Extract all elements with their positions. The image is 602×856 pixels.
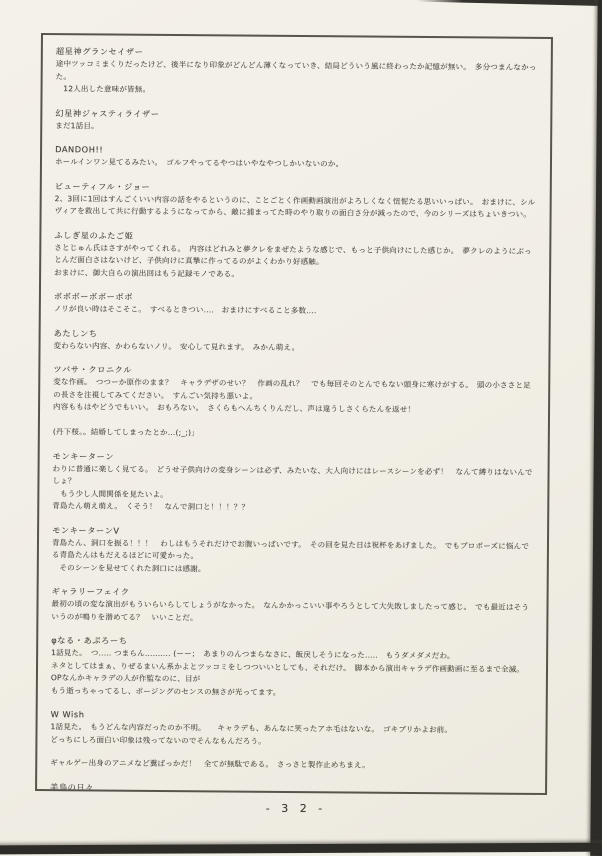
review-entry-line: ギャルゲー出身のアニメなど糞ばっかだ！ 全てが無駄である。 さっさと製作止めちまえ。: [50, 758, 370, 770]
review-entry: [55, 180, 537, 222]
review-entry-line: 青島たん萌え萌え。 くそう！ なんで洞口と！！！？？: [52, 501, 250, 512]
review-entry-title: DANDOH!!: [55, 144, 104, 155]
review-entry-line: まだ1話目。: [55, 120, 99, 130]
review-entry-title: ギャラリーフェイク: [51, 586, 130, 597]
review-entry-line: 内容ももはやどうでもいい。 おもろない。 さくらもへんちくりんだし、声は違うしさくらたんを返せ！: [53, 402, 416, 414]
scan-shadow-right: [590, 0, 602, 856]
review-entry-line: もう逝っちゃってるし、ポージングのセンスの無さが光ってます。: [50, 685, 281, 697]
review-entry: [52, 450, 534, 517]
review-entry-line: ネタとしてはまぁ、りぜるまいん系かよとツッコミをしつついいとしても、それだけ。 脚本から演出キャラデ作画動画に至るまで全滅。 OPなんかキャラデの人が作監なのに、目が: [50, 660, 529, 684]
scan-shadow-top-right: [417, 0, 602, 6]
review-entry-line: おまけに、御大自らの演出回はもう記録モノである。: [54, 267, 240, 279]
review-entry-title: あたしンち: [53, 327, 98, 338]
review-entry-line: 変わらない内容、かわらないノリ。 安心して見れます。 みかん萌え。: [53, 340, 300, 352]
review-entry-title: W Wish: [50, 709, 85, 720]
review-entry-title: φなる・あぷろーち: [51, 635, 128, 646]
review-entry: [50, 781, 532, 795]
review-entry-line: (丹下桜。。結婚してしまったとか...(;_;)」: [52, 427, 199, 438]
review-entry-title: モンキーターンV: [52, 524, 120, 536]
review-entry: [54, 290, 536, 319]
review-entry-line: 1話見た。 もうどんな内容だったのか不明。 キャラデも、あんなに笑ったアホ毛はないな。 ゴキブリかよお前。: [50, 722, 453, 735]
review-entry-line: 変な作画。 つつーか原作のまま？ キャラデザのせい？ 作画の乱れ？ でも毎回そのとんでもない頭身に寒けがする。 頭の小ささと足の長さを注視してみてください。 すんごい気持ち悪いよ。: [53, 377, 531, 401]
review-entry: [50, 757, 532, 773]
review-entry-line: もう少し人間関係を見たいよ。: [52, 488, 168, 499]
review-entry-title: モンキーターン: [52, 450, 115, 462]
review-entry-line: 12人出した意味が皆無。: [55, 84, 151, 94]
review-text-frame: [35, 33, 553, 795]
review-entry-line: 最初の頃の変な演出がもういらいらしてしょうがなかった。 なんかかっこいい事やろうとして大失敗しましたって感じ。 でも最近はそういうのが鳴りを潜めてる？ いいことだ。: [51, 599, 530, 622]
review-entry: [51, 634, 533, 701]
review-entry-line: 途中ツッコミまくりだったけど、後半になり印象がどんどん薄くなっていき、結局どういう風に終わったか記憶が無い。 多分つまんなかった。: [55, 59, 537, 81]
review-entry-title: 超星神グランセイザー: [55, 46, 144, 57]
review-entry-line: ホールインワン見てるみたい。 ゴルフやってるやつはいやなやつしかいないのか。: [54, 157, 344, 169]
review-entry-title: 幻星神ジャスティライザー: [55, 107, 160, 119]
review-entry-title: 美鳥の日々: [50, 781, 95, 792]
review-entry-line: わりに普通に楽しく見てる。 どうせ子供向けの変身シーンは必ず、みたいな、大人向けにはレースシーンを必ず！ なんて縛りはないんでしょ？: [52, 463, 533, 486]
review-entry-line: 2、3回に1回はすんごくいい内容の話をやるというのに、ことごとく作画動画演出がよろしくなく忸怩たる思いいっぱい。 おまけに、シルヴィアを救出して共に行動するようになってから、敵に捕まってた時のやり取りの面白さ分が減ったので、今のシリーズはちょいきつい。: [54, 193, 536, 219]
review-entry: [54, 229, 536, 283]
review-entry: [56, 45, 538, 99]
review-entry: [52, 524, 534, 578]
review-entry-title: ふしぎ星のふたご姫: [54, 229, 134, 241]
review-entry-title: ビューティフル・ジョー: [54, 180, 151, 192]
scan-shadow-bottom: [0, 843, 602, 855]
review-entry-title: ボボボーボボーボボ: [53, 291, 134, 302]
review-entry: [55, 107, 537, 136]
entries: [50, 45, 538, 795]
review-entry: [51, 585, 533, 627]
review-entry: [53, 363, 536, 442]
review-entry-line: どっちにしろ面白い印象は残ってないのでそんなもんだろう。: [50, 734, 266, 746]
review-entry-line: 青島たん、洞口を振る！！！ わしはもうそれだけでお腹いっぱいです。 その回を見た日は祝杯をあげました。 でもプロポーズに悩んでる青島たんはもだえるほどに可愛かった。: [51, 537, 530, 561]
review-entry: [55, 143, 537, 172]
page-number: - 3 2 -: [265, 802, 327, 815]
review-entry-line: さとじゅん氏はさすがやってくれる。 内容はどれみと夢クレをまぜたような感じで、もっと子供向けにした感じか。 夢クレのようにぶっとんだ面白さはないけど、子供向けに真摯に作ってるのがよくわかり好感触。: [54, 242, 532, 267]
review-entry-line: 1話見た。 つ..... つまらん.......... (ーー； あまりのんつまらなさに、飯戻しそうになった..... もうダメダメだわ。: [51, 648, 455, 661]
review-entry-title: ツバサ・クロニクル: [53, 364, 133, 375]
review-entry: [53, 327, 535, 356]
review-entry-line: そのシーンを見せてくれた洞口には感謝。: [51, 562, 206, 573]
review-entry: [50, 708, 532, 750]
review-entry-line: ノリが良い時はそこそこ。 すべるときつい.... おまけにすべること多数....: [53, 304, 317, 316]
